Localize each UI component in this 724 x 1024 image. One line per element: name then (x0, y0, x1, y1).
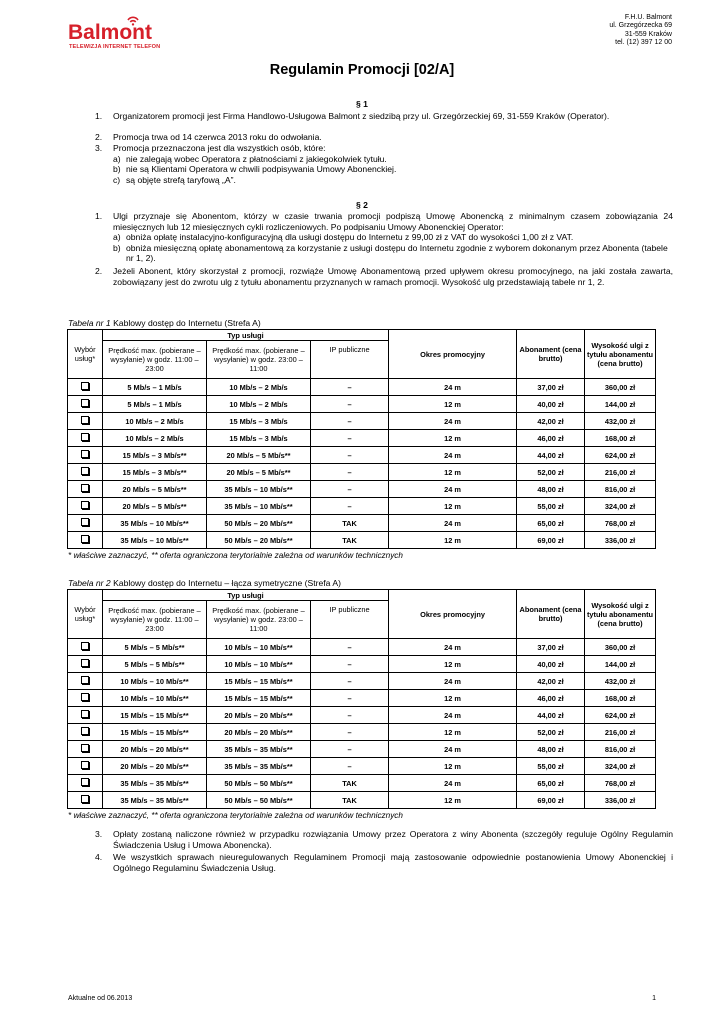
fee-cell: 55,00 zł (517, 498, 585, 515)
choice-checkbox[interactable] (81, 744, 89, 752)
ip-cell: – (311, 379, 389, 396)
speed-night-cell: 10 Mb/s – 10 Mb/s** (207, 639, 311, 656)
period-cell: 12 m (389, 464, 517, 481)
col-speed-day: Prędkość max. (pobierane – wysyłanie) w godz. 11:00 – 23:00 (103, 341, 207, 379)
relief-cell: 324,00 zł (585, 498, 656, 515)
fee-cell: 69,00 zł (517, 792, 585, 809)
col-service-type: Typ usługi (103, 330, 389, 341)
company-city: 31-559 Kraków (624, 30, 672, 38)
s2-paragraph-4: 4. We wszystkich sprawach nieuregulowanych Regulaminem Promocji mają zastosowanie odpowiednie postanowienia Umowy Abonenckiej i Ogólnego Regulaminu Świadczenia Usług. (95, 852, 673, 873)
speed-night-cell: 15 Mb/s – 15 Mb/s** (207, 673, 311, 690)
speed-night-cell: 10 Mb/s – 10 Mb/s** (207, 656, 311, 673)
fee-cell: 40,00 zł (517, 656, 585, 673)
col-relief: Wysokość ulgi z tytułu abonamentu (cena brutto) (585, 590, 656, 639)
relief-cell: 624,00 zł (585, 707, 656, 724)
relief-cell: 324,00 zł (585, 758, 656, 775)
table-row (68, 673, 656, 690)
ip-cell: TAK (311, 775, 389, 792)
table-row (68, 741, 656, 758)
period-cell: 24 m (389, 775, 517, 792)
choice-checkbox[interactable] (81, 450, 89, 458)
relief-cell: 816,00 zł (585, 741, 656, 758)
speed-night-cell: 50 Mb/s – 50 Mb/s** (207, 775, 311, 792)
choice-cell (68, 379, 103, 396)
ip-cell: TAK (311, 532, 389, 549)
col-period: Okres promocyjny (389, 330, 517, 379)
choice-checkbox[interactable] (81, 484, 89, 492)
speed-day-cell: 20 Mb/s – 20 Mb/s** (103, 741, 207, 758)
table-2-caption: Tabela nr 2 Kablowy dostęp do Internetu – łącza symetryczne (Strefa A) (68, 578, 341, 588)
ip-cell: – (311, 498, 389, 515)
speed-day-cell: 35 Mb/s – 10 Mb/s** (103, 532, 207, 549)
col-ip: IP publiczne (311, 341, 389, 379)
col-service-type: Typ usługi (103, 590, 389, 601)
choice-checkbox[interactable] (81, 778, 89, 786)
period-cell: 24 m (389, 515, 517, 532)
speed-night-cell: 35 Mb/s – 35 Mb/s** (207, 758, 311, 775)
period-cell: 24 m (389, 379, 517, 396)
relief-cell: 432,00 zł (585, 413, 656, 430)
fee-cell: 52,00 zł (517, 724, 585, 741)
fee-cell: 65,00 zł (517, 515, 585, 532)
table-row (68, 639, 656, 656)
choice-checkbox[interactable] (81, 518, 89, 526)
speed-day-cell: 35 Mb/s – 35 Mb/s** (103, 775, 207, 792)
s2-paragraph-3: 3. Opłaty zostaną naliczone również w przypadku rozwiązania Umowy przez Operatora z winy Abonenta (szczegóły reguluje Ogólny Regulamin Świadczenia Usług i Umowa Abonencka). (95, 829, 673, 850)
fee-cell: 37,00 zł (517, 639, 585, 656)
period-cell: 24 m (389, 741, 517, 758)
ip-cell: – (311, 396, 389, 413)
ip-cell: – (311, 673, 389, 690)
section-1-mark: § 1 (356, 99, 368, 109)
col-ip: IP publiczne (311, 601, 389, 639)
col-speed-day: Prędkość max. (pobierane – wysyłanie) w godz. 11:00 – 23:00 (103, 601, 207, 639)
fee-cell: 44,00 zł (517, 707, 585, 724)
period-cell: 12 m (389, 690, 517, 707)
table-row (68, 396, 656, 413)
ip-cell: – (311, 741, 389, 758)
fee-cell: 55,00 zł (517, 758, 585, 775)
ip-cell: – (311, 707, 389, 724)
relief-cell: 360,00 zł (585, 639, 656, 656)
choice-checkbox[interactable] (81, 761, 89, 769)
fee-cell: 42,00 zł (517, 413, 585, 430)
ip-cell: – (311, 656, 389, 673)
s1-paragraph-2: 2. Promocja trwa od 14 czerwca 2013 roku do odwołania. (95, 132, 322, 142)
speed-night-cell: 20 Mb/s – 5 Mb/s** (207, 464, 311, 481)
table-row (68, 792, 656, 809)
s2-sub-a: a) obniża opłatę instalacyjno-konfiguracyjną dla usługi dostępu do Internetu z 99,00 zł z VAT do wysokości 1,00 zł z VAT. (113, 232, 574, 243)
table-row (68, 464, 656, 481)
s1-sub-a: a) nie zalegają wobec Operatora z płatnościami z jakiegokolwiek tytułu. (113, 153, 387, 164)
section-2-mark: § 2 (356, 200, 368, 210)
s1-sub-c: c) są objęte strefą taryfową „A”. (113, 174, 236, 185)
speed-day-cell: 20 Mb/s – 20 Mb/s** (103, 758, 207, 775)
speed-night-cell: 15 Mb/s – 3 Mb/s (207, 413, 311, 430)
fee-cell: 42,00 zł (517, 673, 585, 690)
speed-night-cell: 15 Mb/s – 15 Mb/s** (207, 690, 311, 707)
table-row (68, 379, 656, 396)
speed-day-cell: 5 Mb/s – 1 Mb/s (103, 379, 207, 396)
table-row (68, 413, 656, 430)
choice-checkbox[interactable] (81, 501, 89, 509)
ip-cell: – (311, 413, 389, 430)
table-2 (67, 589, 656, 809)
s1-paragraph-3: 3. Promocja przeznaczona jest dla wszystkich osób, które: a) nie zalegają wobec Operatora z płatnościami z jakiegokolwiek tytułu. b) nie są Klientami Operatora w chwili podpisywania Umowy Abonenckiej. c) są objęte strefą taryfową „A”. (95, 143, 673, 185)
s2-sub-b: b) obniża miesięczną opłatę abonamentową za korzystanie z usługi dostępu do Internetu zgodnie z wyborem dokonanym przez Abonenta (tabele nr 1, 2). (113, 242, 668, 264)
choice-checkbox[interactable] (81, 433, 89, 441)
period-cell: 24 m (389, 447, 517, 464)
period-cell: 12 m (389, 396, 517, 413)
choice-checkbox[interactable] (81, 676, 89, 684)
speed-night-cell: 20 Mb/s – 5 Mb/s** (207, 447, 311, 464)
logo-text: Balmont (68, 21, 152, 44)
fee-cell: 46,00 zł (517, 690, 585, 707)
speed-night-cell: 50 Mb/s – 20 Mb/s** (207, 532, 311, 549)
speed-day-cell: 5 Mb/s – 5 Mb/s** (103, 656, 207, 673)
choice-checkbox[interactable] (81, 382, 89, 390)
table-row (68, 532, 656, 549)
relief-cell: 432,00 zł (585, 673, 656, 690)
table-2-footnote: * właściwe zaznaczyć, ** oferta ograniczona terytorialnie zależna od warunków technicznych (68, 811, 403, 820)
relief-cell: 168,00 zł (585, 690, 656, 707)
choice-checkbox[interactable] (81, 416, 89, 424)
ip-cell: – (311, 639, 389, 656)
speed-night-cell: 20 Mb/s – 20 Mb/s** (207, 724, 311, 741)
table-1 (67, 329, 656, 549)
choice-cell (68, 639, 103, 656)
choice-cell (68, 396, 103, 413)
speed-day-cell: 15 Mb/s – 15 Mb/s** (103, 707, 207, 724)
period-cell: 12 m (389, 724, 517, 741)
speed-night-cell: 10 Mb/s – 2 Mb/s (207, 396, 311, 413)
company-address (609, 14, 672, 48)
fee-cell: 52,00 zł (517, 464, 585, 481)
choice-checkbox[interactable] (81, 467, 89, 475)
s2-paragraph-1: 1. Ulgi przyznaje się Abonentom, którzy w czasie trwania promocji podpiszą Umowę Abonencką z minimalnym czasem zobowiązania 24 miesięcznych lub 12 miesięcznych cykli rozliczeniowych. Po podpisaniu Umowy Abonenckiej Operator: a) obniża opłatę instalacyjno-konfiguracyjną dla usługi dostępu do Internetu z 99,00 zł z VAT do wysokości 1,00 zł z VAT. b) obniża miesięczną opłatę abonamentową za korzystanie z usługi dostępu do Internetu zgodnie z wyborem dokonanym przez Abonenta (tabele nr 1, 2). (95, 211, 673, 264)
choice-cell (68, 532, 103, 549)
relief-cell: 816,00 zł (585, 481, 656, 498)
period-cell: 24 m (389, 413, 517, 430)
ip-cell: TAK (311, 515, 389, 532)
col-speed-night: Prędkość max. (pobierane – wysyłanie) w godz. 23:00 – 11:00 (207, 341, 311, 379)
company-name: F.H.U. Balmont (624, 14, 672, 21)
choice-checkbox[interactable] (81, 659, 89, 667)
table-1-caption: Tabela nr 1 Kablowy dostęp do Internetu (Strefa A) (68, 318, 261, 328)
logo-tagline: TELEWIZJA INTERNET TELEFON (69, 44, 161, 50)
fee-cell: 69,00 zł (517, 532, 585, 549)
choice-cell (68, 430, 103, 447)
choice-cell (68, 673, 103, 690)
choice-cell (68, 741, 103, 758)
period-cell: 12 m (389, 498, 517, 515)
choice-cell (68, 413, 103, 430)
choice-cell (68, 758, 103, 775)
speed-day-cell: 10 Mb/s – 2 Mb/s (103, 430, 207, 447)
speed-night-cell: 10 Mb/s – 2 Mb/s (207, 379, 311, 396)
page-number: 1 (652, 995, 656, 1002)
speed-day-cell: 5 Mb/s – 5 Mb/s** (103, 639, 207, 656)
choice-cell (68, 515, 103, 532)
page-title: Regulamin Promocji [02/A] (269, 62, 455, 78)
fee-cell: 44,00 zł (517, 447, 585, 464)
speed-day-cell: 20 Mb/s – 5 Mb/s** (103, 481, 207, 498)
speed-night-cell: 20 Mb/s – 20 Mb/s** (207, 707, 311, 724)
col-fee: Abonament (cena brutto) (517, 590, 585, 639)
choice-cell (68, 792, 103, 809)
speed-night-cell: 50 Mb/s – 50 Mb/s** (207, 792, 311, 809)
table-row (68, 498, 656, 515)
choice-checkbox[interactable] (81, 535, 89, 543)
company-street: ul. Grzegórzecka 69 (609, 22, 672, 30)
speed-day-cell: 35 Mb/s – 35 Mb/s** (103, 792, 207, 809)
s1-paragraph-1: 1. Organizatorem promocji jest Firma Handlowo-Usługowa Balmont z siedzibą przy ul. Grzegórzeckiej 69, 31-559 Kraków (Operator). (95, 111, 610, 121)
ip-cell: – (311, 430, 389, 447)
table-row (68, 430, 656, 447)
fee-cell: 46,00 zł (517, 430, 585, 447)
ip-cell: TAK (311, 792, 389, 809)
fee-cell: 48,00 zł (517, 741, 585, 758)
ip-cell: – (311, 690, 389, 707)
speed-day-cell: 15 Mb/s – 3 Mb/s** (103, 464, 207, 481)
period-cell: 12 m (389, 656, 517, 673)
period-cell: 24 m (389, 673, 517, 690)
choice-checkbox[interactable] (81, 710, 89, 718)
period-cell: 24 m (389, 707, 517, 724)
speed-day-cell: 10 Mb/s – 10 Mb/s** (103, 673, 207, 690)
relief-cell: 144,00 zł (585, 656, 656, 673)
table-row (68, 707, 656, 724)
relief-cell: 360,00 zł (585, 379, 656, 396)
choice-cell (68, 447, 103, 464)
fee-cell: 37,00 zł (517, 379, 585, 396)
table-row (68, 481, 656, 498)
ip-cell: – (311, 447, 389, 464)
col-relief: Wysokość ulgi z tytułu abonamentu (cena brutto) (585, 330, 656, 379)
choice-checkbox[interactable] (81, 693, 89, 701)
speed-day-cell: 10 Mb/s – 2 Mb/s (103, 413, 207, 430)
speed-day-cell: 20 Mb/s – 5 Mb/s** (103, 498, 207, 515)
table-row (68, 758, 656, 775)
relief-cell: 168,00 zł (585, 430, 656, 447)
fee-cell: 40,00 zł (517, 396, 585, 413)
s1-sub-b: b) nie są Klientami Operatora w chwili podpisywania Umowy Abonenckiej. (113, 164, 397, 175)
choice-cell (68, 724, 103, 741)
choice-checkbox[interactable] (81, 642, 89, 650)
fee-cell: 48,00 zł (517, 481, 585, 498)
table-row (68, 515, 656, 532)
speed-night-cell: 35 Mb/s – 10 Mb/s** (207, 498, 311, 515)
ip-cell: – (311, 724, 389, 741)
period-cell: 12 m (389, 532, 517, 549)
table-row (68, 724, 656, 741)
table-1-footnote: * właściwe zaznaczyć, ** oferta ograniczona terytorialnie zależna od warunków technicznych (68, 551, 403, 560)
speed-night-cell: 50 Mb/s – 20 Mb/s** (207, 515, 311, 532)
choice-checkbox[interactable] (81, 399, 89, 407)
choice-cell (68, 775, 103, 792)
balmont-logo (68, 14, 164, 50)
s2-paragraph-2: 2. Jeżeli Abonent, który skorzystał z promocji, rozwiąże Umowę Abonamentową przed upływem okresu promocyjnego, na jaki została zawarta, zobowiązany jest do zwrotu ulg z tytułu abonamentu przyznanych w ramach promocji. Wysokość ulg przedstawiają tabele nr 1, 2. (95, 266, 673, 287)
table-row (68, 775, 656, 792)
speed-night-cell: 35 Mb/s – 10 Mb/s** (207, 481, 311, 498)
relief-cell: 216,00 zł (585, 724, 656, 741)
choice-cell (68, 481, 103, 498)
relief-cell: 216,00 zł (585, 464, 656, 481)
speed-night-cell: 15 Mb/s – 3 Mb/s (207, 430, 311, 447)
period-cell: 12 m (389, 758, 517, 775)
col-speed-night: Prędkość max. (pobierane – wysyłanie) w godz. 23:00 – 11:00 (207, 601, 311, 639)
relief-cell: 144,00 zł (585, 396, 656, 413)
ip-cell: – (311, 481, 389, 498)
choice-cell (68, 464, 103, 481)
choice-cell (68, 656, 103, 673)
ip-cell: – (311, 464, 389, 481)
footer-date: Aktualne od 06.2013 (68, 995, 133, 1002)
period-cell: 24 m (389, 481, 517, 498)
period-cell: 12 m (389, 792, 517, 809)
relief-cell: 768,00 zł (585, 515, 656, 532)
speed-day-cell: 15 Mb/s – 15 Mb/s** (103, 724, 207, 741)
speed-day-cell: 15 Mb/s – 3 Mb/s** (103, 447, 207, 464)
ip-cell: – (311, 758, 389, 775)
company-phone: tel. (12) 397 12 00 (615, 39, 672, 47)
period-cell: 12 m (389, 430, 517, 447)
col-fee: Abonament (cena brutto) (517, 330, 585, 379)
choice-cell (68, 690, 103, 707)
speed-night-cell: 35 Mb/s – 35 Mb/s** (207, 741, 311, 758)
table-row (68, 447, 656, 464)
period-cell: 24 m (389, 639, 517, 656)
speed-day-cell: 5 Mb/s – 1 Mb/s (103, 396, 207, 413)
choice-checkbox[interactable] (81, 795, 89, 803)
relief-cell: 336,00 zł (585, 532, 656, 549)
speed-day-cell: 10 Mb/s – 10 Mb/s** (103, 690, 207, 707)
table-row (68, 690, 656, 707)
col-choice: Wybór usług* (68, 590, 103, 639)
relief-cell: 624,00 zł (585, 447, 656, 464)
choice-cell (68, 707, 103, 724)
fee-cell: 65,00 zł (517, 775, 585, 792)
col-period: Okres promocyjny (389, 590, 517, 639)
choice-checkbox[interactable] (81, 727, 89, 735)
relief-cell: 336,00 zł (585, 792, 656, 809)
choice-cell (68, 498, 103, 515)
table-row (68, 656, 656, 673)
relief-cell: 768,00 zł (585, 775, 656, 792)
col-choice: Wybór usług* (68, 330, 103, 379)
speed-day-cell: 35 Mb/s – 10 Mb/s** (103, 515, 207, 532)
